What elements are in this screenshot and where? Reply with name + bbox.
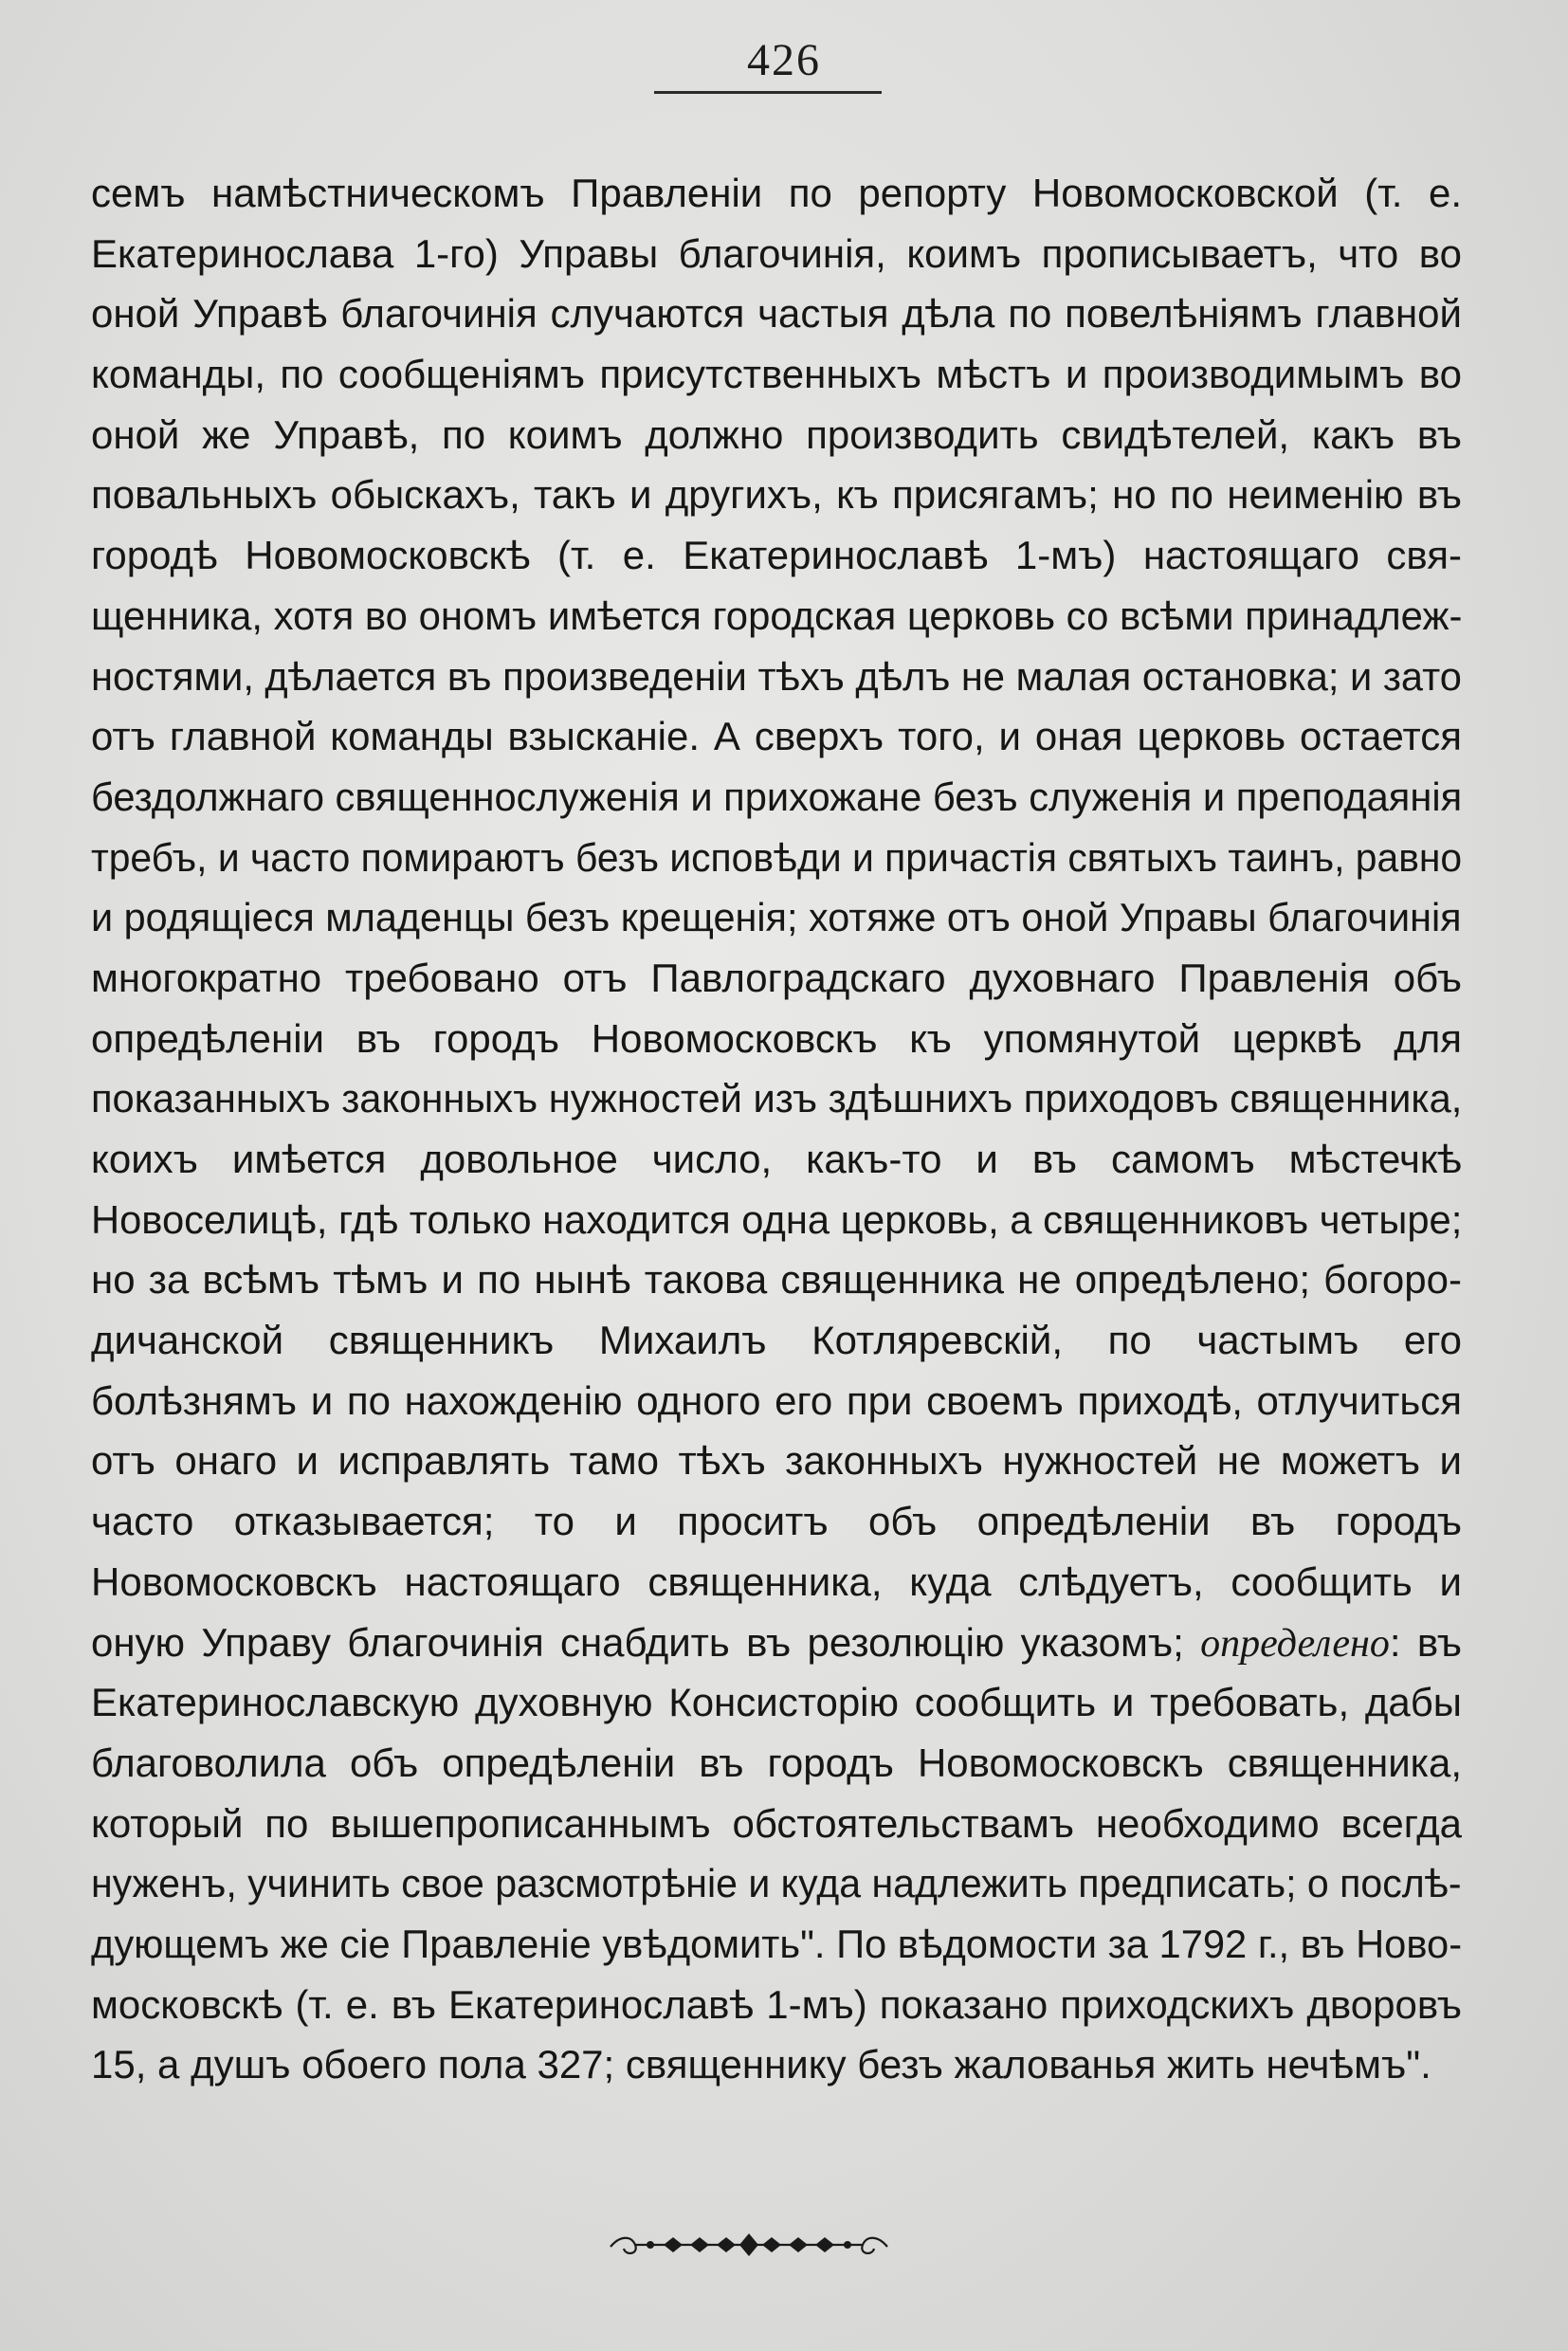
- text-line: отъ онаго и исправлять тамо тѣхъ законныхъ нужностей не можетъ и: [91, 1438, 1462, 1484]
- text-line-part: оную Управу благочинія снабдить въ резолюцію указомъ;: [91, 1619, 1184, 1665]
- text-line: часто отказывается; то и проситъ объ опредѣленіи въ городъ: [91, 1499, 1462, 1544]
- text-line: нуженъ, учинить свое разсмотрѣніе и куда надлежить предписать; о послѣ-: [91, 1861, 1462, 1906]
- text-line: 15, а душъ обоего пола 327; священнику безъ жалованья жить нечѣмъ".: [91, 2042, 1431, 2087]
- text-line: команды, по сообщеніямъ присутственныхъ мѣстъ и производимымъ во: [91, 352, 1462, 397]
- text-line: показанныхъ законныхъ нужностей изъ здѣшнихъ приходовъ священника,: [91, 1076, 1463, 1121]
- text-line: щенника, хотя во ономъ имѣется городская церковь со всѣми принадлеж-: [91, 592, 1463, 638]
- text-line-part: : въ: [1389, 1619, 1462, 1665]
- page-number-underline: [654, 91, 882, 94]
- text-line: повальныхъ обыскахъ, такъ и другихъ, къ присягамъ; но по неименію въ: [91, 472, 1462, 518]
- text-line: отъ главной команды взысканіе. А сверхъ того, и оная церковь остается: [91, 714, 1462, 759]
- text-line: Екатеринослава 1-го) Управы благочинія, коимъ прописываетъ, что во: [91, 230, 1462, 276]
- text-line: коихъ имѣется довольное число, какъ-то и въ самомъ мѣстечкѣ: [91, 1137, 1462, 1181]
- text-line: московскѣ (т. е. въ Екатеринославѣ 1-мъ) показано приходскихъ дворовъ: [91, 1981, 1462, 2027]
- text-line: опредѣленіи въ городъ Новомосковскъ къ упомянутой церквѣ для: [91, 1015, 1462, 1061]
- text-line: дичанской священникъ Михаилъ Котляревскій, по частымъ его: [91, 1318, 1462, 1363]
- text-line: который по вышепрописаннымъ обстоятельствамъ необходимо всегда: [91, 1800, 1462, 1846]
- text-line: Екатеринославскую духовную Консисторію сообщить и требовать, дабы: [91, 1680, 1462, 1725]
- text-line: оной же Управѣ, по коимъ должно производить свидѣтелей, какъ въ: [91, 411, 1462, 457]
- text-line: Новоселицѣ, гдѣ только находится одна церковь, а священниковъ четыре;: [91, 1196, 1463, 1242]
- text-line: оной Управѣ благочинія случаются частыя дѣла по повелѣніямъ главной: [91, 291, 1462, 337]
- text-line: и родящіеся младенцы безъ крещенія; хотяже отъ оной Управы благочинія: [91, 895, 1462, 940]
- text-line: ностями, дѣлается въ произведеніи тѣхъ дѣлъ не малая остановка; и зато: [91, 653, 1462, 699]
- emphasized-word: определено: [1200, 1621, 1390, 1666]
- text-line: многократно требовано отъ Павлоградскаго духовнаго Правленія объ: [91, 955, 1462, 1000]
- text-line: благоволила объ опредѣленіи въ городъ Новомосковскъ священника,: [91, 1740, 1462, 1785]
- main-text: [91, 163, 1462, 2095]
- text-line: Новомосковскъ настоящаго священника, куда слѣдуетъ, сообщить и: [91, 1558, 1462, 1604]
- text-line: бездолжнаго священнослуженія и прихожане безъ служенія и преподаянія: [91, 774, 1463, 819]
- text-line: требъ, и часто помираютъ безъ исповѣди и причастія святыхъ таинъ, равно: [91, 834, 1463, 880]
- decorative-ornament-icon: [607, 2226, 891, 2264]
- text-line: семъ намѣстническомъ Правленіи по репорту Новомосковской (т. е.: [91, 171, 1462, 215]
- text-line: но за всѣмъ тѣмъ и по нынѣ такова священника не опредѣлено; богоро-: [91, 1257, 1462, 1303]
- text-line-with-emphasis: [91, 1613, 1462, 1673]
- text-line: городѣ Новомосковскѣ (т. е. Екатеринославѣ 1-мъ) настоящаго свя-: [91, 533, 1462, 578]
- page-number: 426: [747, 35, 821, 85]
- text-line: болѣзнямъ и по нахожденію одного его при своемъ приходѣ, отлучиться: [91, 1377, 1462, 1423]
- text-line: дующемъ же сіе Правленіе увѣдомить". По вѣдомости за 1792 г., въ Ново-: [91, 1921, 1463, 1966]
